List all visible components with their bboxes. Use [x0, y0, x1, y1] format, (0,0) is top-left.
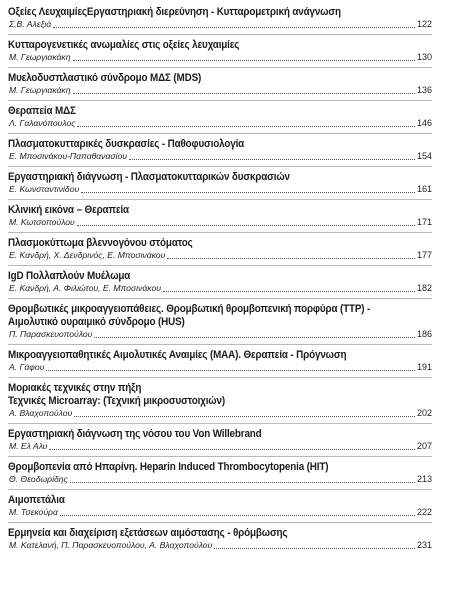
toc-entry	[8, 270, 432, 294]
page-number: 191	[416, 362, 432, 372]
toc-entry	[8, 6, 432, 30]
entry-divider	[8, 377, 432, 378]
entry-title: Θρομβωτικές μικροαγγειοπάθειες. Θρομβωτική θρομβοπενική πορφύρα (TTP) -	[8, 303, 371, 315]
author-row	[9, 250, 432, 261]
dot-leader	[70, 482, 415, 483]
author-row	[9, 85, 432, 96]
entry-authors: Μ. Κωτσοπούλου	[9, 217, 75, 227]
entry-divider	[8, 199, 432, 200]
author-row	[9, 441, 432, 452]
entry-divider	[8, 298, 432, 299]
entry-authors: Ε. Κανδρή, Χ. Δενδρινός, Ε. Μποσινάκου	[9, 250, 166, 260]
author-row	[9, 329, 432, 340]
dot-leader	[49, 449, 415, 450]
toc-entry	[8, 237, 432, 261]
author-row	[9, 507, 432, 518]
dot-leader	[214, 548, 415, 549]
dot-leader	[73, 93, 415, 94]
dot-leader	[73, 60, 415, 61]
toc-entry	[8, 171, 432, 195]
toc-entry	[8, 72, 432, 96]
entry-title: Θεραπεία ΜΔΣ	[8, 105, 76, 117]
entry-authors: Α. Βλαχοπούλου	[9, 408, 73, 418]
dot-leader	[81, 192, 415, 193]
entry-authors: Μ. Τσεκούρα	[9, 507, 58, 517]
entry-title: Τεχνικές Microarray: (Τεχνική μικροσυστοιχιών)	[8, 395, 225, 407]
entry-divider	[8, 166, 432, 167]
entry-authors: Μ. Κατελανή, Π. Παρασκευοπούλου, Α. Βλαχοπούλου	[9, 540, 213, 550]
author-row	[9, 19, 432, 30]
toc-entry	[8, 349, 432, 373]
entry-divider	[8, 100, 432, 101]
entry-authors: Ε. Κωνσταντινίδου	[9, 184, 80, 194]
entry-title: Μοριακές τεχνικές στην πήξη	[8, 382, 142, 394]
page-number: 146	[416, 118, 432, 128]
page-number: 122	[416, 19, 432, 29]
toc-entry	[8, 39, 432, 63]
entry-authors: Μ. Γεωργιακάκη	[9, 52, 71, 62]
entry-title: Κλινική εικόνα – Θεραπεία	[8, 204, 129, 216]
entry-title: Αιμολυτικό ουραιμικό σύνδρομο (HUS)	[8, 316, 185, 328]
entry-authors: Μ. Ελ Αλυ	[9, 441, 48, 451]
entry-title: Πλασμοκύττωμα βλεννογόνου στόματος	[8, 237, 193, 249]
entry-authors: Π. Παρασκευοπούλου	[9, 329, 93, 339]
page-number: 186	[416, 329, 432, 339]
page-number: 182	[416, 283, 432, 293]
page-number: 171	[416, 217, 432, 227]
entry-title: Οξείες ΛευχαιμίεςΕργαστηριακή διερεύνηση - Κυτταρομετρική ανάγνωση	[8, 6, 341, 18]
entry-title: Μυελοδυσπλαστικό σύνδρομο ΜΔΣ (MDS)	[8, 72, 202, 84]
table-of-contents	[8, 6, 432, 551]
page-number: 202	[416, 408, 432, 418]
page-number: 207	[416, 441, 432, 451]
entry-divider	[8, 67, 432, 68]
author-row	[9, 184, 432, 195]
author-row	[9, 474, 432, 485]
entry-title: Μικροαγγειοπαθητικές Αιμολυτικές Αναιμίες (ΜΑΑ). Θεραπεία - Πρόγνωση	[8, 349, 347, 361]
entry-authors: Σ.Β. Αλεξιά	[9, 19, 52, 29]
entry-title: Εργαστηριακή διάγνωση της νόσου του Von Willebrand	[8, 428, 262, 440]
toc-entry	[8, 527, 432, 551]
entry-divider	[8, 34, 432, 35]
entry-title: Θρομβοπενία από Ηπαρίνη. Heparin Induced Thrombocytopenia (HIT)	[8, 461, 329, 473]
author-row	[9, 283, 432, 294]
author-row	[9, 52, 432, 63]
toc-entry	[8, 494, 432, 518]
entry-authors: Α. Γάφου	[9, 362, 45, 372]
toc-entry	[8, 303, 432, 340]
dot-leader	[77, 126, 415, 127]
entry-divider	[8, 423, 432, 424]
entry-divider	[8, 456, 432, 457]
dot-leader	[94, 337, 415, 338]
entry-divider	[8, 133, 432, 134]
author-row	[9, 408, 432, 419]
toc-entry	[8, 105, 432, 129]
dot-leader	[163, 291, 415, 292]
author-row	[9, 151, 432, 162]
entry-title: Κυτταρογενετικές ανωμαλίες στις οξείες λευχαιμίες	[8, 39, 240, 51]
toc-entry	[8, 428, 432, 452]
toc-entry	[8, 138, 432, 162]
dot-leader	[129, 159, 415, 160]
dot-leader	[53, 27, 415, 28]
entry-authors: Μ. Γεωργιακάκη	[9, 85, 71, 95]
toc-entry	[8, 382, 432, 419]
entry-authors: Θ. Θεοδωρίδης	[9, 474, 68, 484]
entry-title: Πλασματοκυτταρικές δυσκρασίες - Παθοφυσιολογία	[8, 138, 245, 150]
entry-divider	[8, 265, 432, 266]
author-row	[9, 362, 432, 373]
dot-leader	[46, 370, 415, 371]
entry-authors: Ε. Κανδρή, Α. Φιλιώτου, Ε. Μποσινάκου	[9, 283, 161, 293]
author-row	[9, 118, 432, 129]
entry-title: IgD Πολλαπλούν Μυέλωμα	[8, 270, 131, 282]
entry-divider	[8, 232, 432, 233]
author-row	[9, 540, 432, 551]
dot-leader	[77, 225, 415, 226]
entry-title: Αιμοπετάλια	[8, 494, 65, 506]
page-number: 213	[416, 474, 432, 484]
entry-divider	[8, 522, 432, 523]
entry-authors: Λ. Γαλανόπουλος	[9, 118, 76, 128]
page-number: 136	[416, 85, 432, 95]
entry-divider	[8, 489, 432, 490]
entry-divider	[8, 344, 432, 345]
page-number: 130	[416, 52, 432, 62]
dot-leader	[60, 515, 415, 516]
dot-leader	[74, 416, 415, 417]
author-row	[9, 217, 432, 228]
page-number: 231	[416, 540, 432, 550]
entry-title: Ερμηνεία και διαχείριση εξετάσεων αιμόστασης - θρόμβωσης	[8, 527, 288, 539]
entry-title: Εργαστηριακή διάγνωση - Πλασματοκυτταρικών δυσκρασιών	[8, 171, 290, 183]
dot-leader	[167, 258, 415, 259]
page-number: 154	[416, 151, 432, 161]
toc-entry	[8, 204, 432, 228]
entry-authors: Ε. Μποσινάκου-Παπαθανασίου	[9, 151, 127, 161]
page-number: 161	[416, 184, 432, 194]
toc-entry	[8, 461, 432, 485]
page-number: 177	[416, 250, 432, 260]
page-number: 222	[416, 507, 432, 517]
